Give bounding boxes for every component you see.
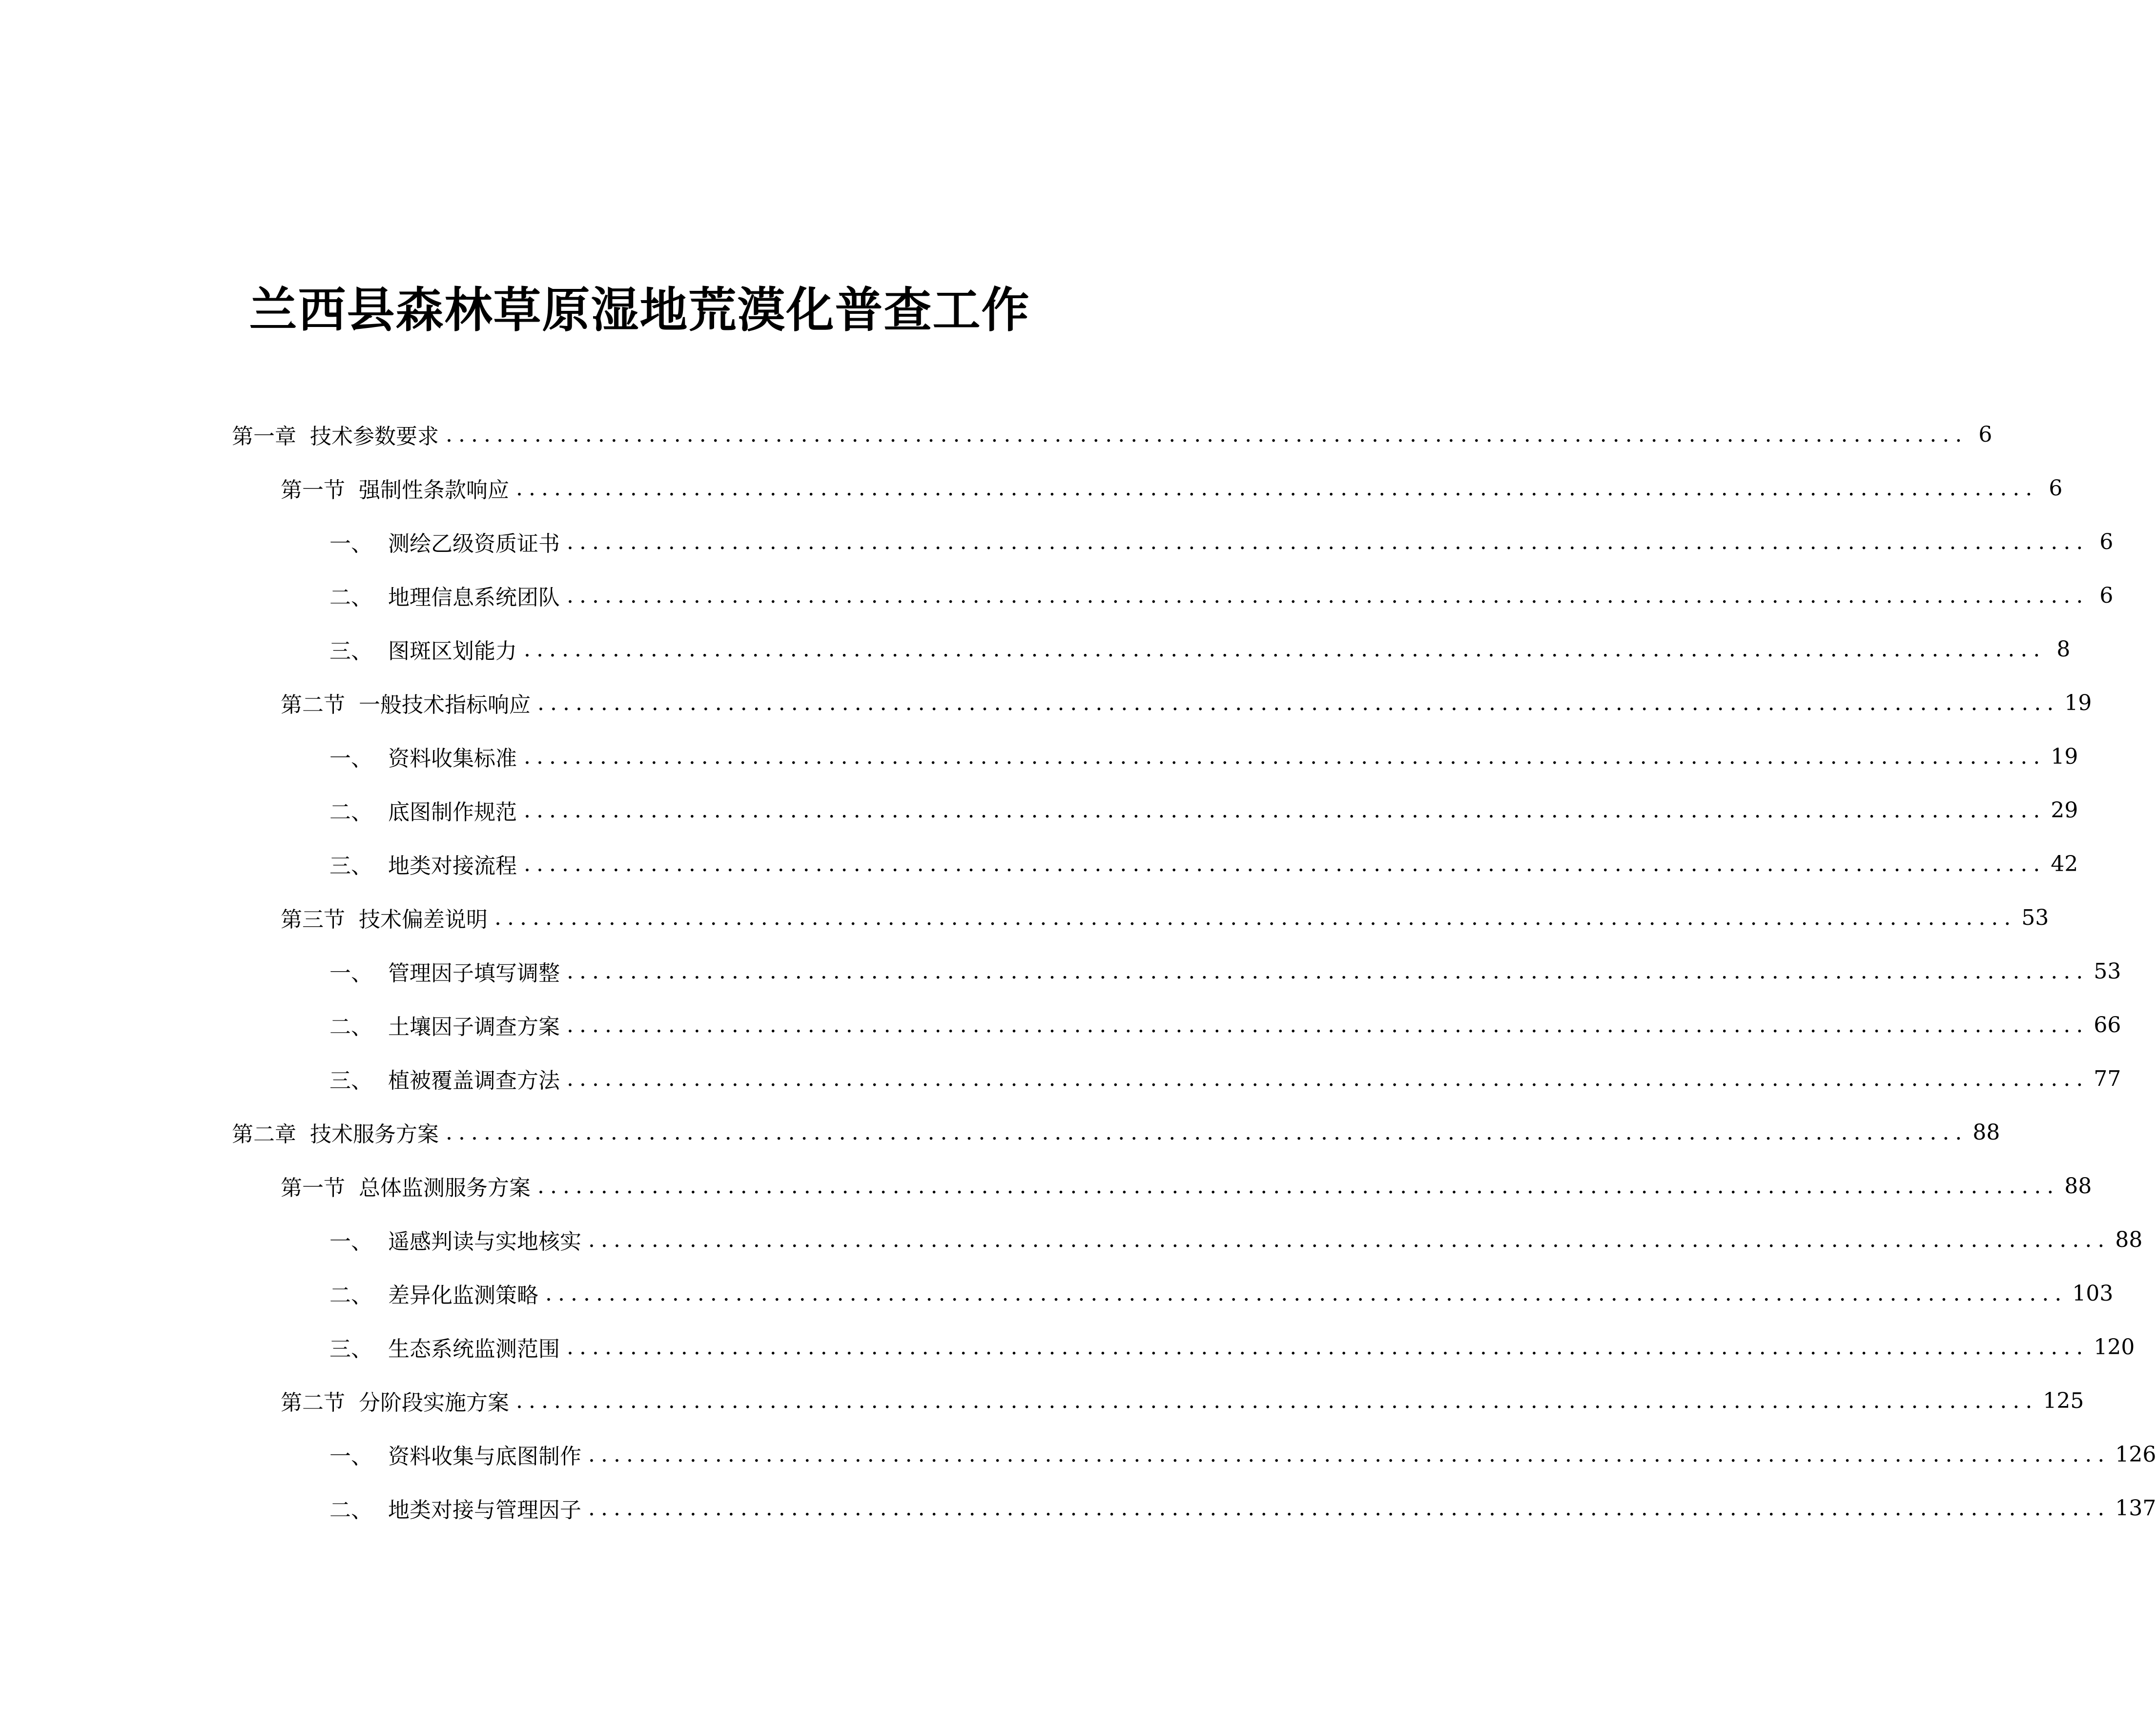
toc-entry-subsection[interactable] xyxy=(329,1059,2121,1098)
toc-entry-label: 管理因子填写调整 xyxy=(388,961,560,986)
dot-leader: ........................................................................................................................ xyxy=(588,1442,2111,1467)
toc-entry-subsection[interactable] xyxy=(329,844,2078,883)
toc-entry-section[interactable] xyxy=(281,683,2092,722)
toc-entry-subsection[interactable] xyxy=(329,1274,2114,1313)
toc-entry-number: 第二节 xyxy=(281,693,345,717)
toc-entry-label: 技术参数要求 xyxy=(310,424,439,449)
dot-leader: ........................................................................................................................ xyxy=(524,851,2046,876)
toc-entry-section[interactable] xyxy=(281,1166,2092,1205)
toc-entry-section[interactable] xyxy=(281,469,2063,508)
toc-entry-number: 第二节 xyxy=(281,1390,345,1415)
toc-entry-number: 二、 xyxy=(329,585,372,610)
page-title: 兰西县森林草原湿地荒漠化普查工作 xyxy=(249,282,1030,338)
toc-entry-page: 66 xyxy=(2094,1012,2121,1038)
toc-entry-page: 42 xyxy=(2051,851,2078,876)
toc-entry-label: 图斑区划能力 xyxy=(388,639,517,664)
toc-entry-page: 126 xyxy=(2115,1442,2156,1467)
dot-leader: ........................................................................................................................ xyxy=(537,1173,2060,1199)
toc-entry-page: 6 xyxy=(2099,529,2114,554)
dot-leader: ........................................................................................................................ xyxy=(516,1388,2038,1413)
toc-entry-label: 地类对接流程 xyxy=(388,854,517,878)
toc-entry-chapter[interactable] xyxy=(232,1113,2000,1152)
toc-entry-page: 120 xyxy=(2094,1334,2135,1360)
toc-entry-page: 103 xyxy=(2072,1281,2114,1306)
toc-entry-label: 测绘乙级资质证书 xyxy=(388,531,560,556)
toc-entry-number: 一、 xyxy=(329,531,372,556)
toc-entry-page: 77 xyxy=(2094,1066,2121,1091)
dot-leader: ........................................................................................................................ xyxy=(446,422,1968,447)
toc-entry-page: 137 xyxy=(2115,1495,2156,1521)
toc-entry-subsection[interactable] xyxy=(329,952,2121,991)
toc-entry-number: 二、 xyxy=(329,1015,372,1039)
toc-entry-page: 29 xyxy=(2051,797,2078,823)
dot-leader: ........................................................................................................................ xyxy=(516,475,2038,501)
dot-leader: ........................................................................................................................ xyxy=(567,583,2089,608)
toc-entry-label: 生态系统监测范围 xyxy=(388,1337,560,1362)
dot-leader: ........................................................................................................................ xyxy=(524,744,2046,769)
toc-entry-label: 强制性条款响应 xyxy=(359,478,509,503)
dot-leader: ........................................................................................................................ xyxy=(537,690,2060,715)
toc-entry-label: 资料收集与底图制作 xyxy=(388,1444,581,1469)
toc-entry-subsection[interactable] xyxy=(329,576,2114,615)
dot-leader: ........................................................................................................................ xyxy=(567,529,2089,554)
dot-leader: ........................................................................................................................ xyxy=(446,1120,1968,1145)
toc-entry-page: 53 xyxy=(2021,905,2049,930)
toc-entry-label: 差异化监测策略 xyxy=(388,1283,538,1308)
dot-leader: ........................................................................................................................ xyxy=(494,905,2017,930)
toc-entry-label: 遥感判读与实地核实 xyxy=(388,1229,581,1254)
toc-entry-label: 总体监测服务方案 xyxy=(359,1176,531,1201)
toc-entry-page: 19 xyxy=(2064,690,2092,715)
toc-entry-label: 一般技术指标响应 xyxy=(359,693,531,717)
dot-leader: ........................................................................................................................ xyxy=(524,636,2046,662)
toc-entry-page: 8 xyxy=(2056,636,2071,662)
toc-entry-subsection[interactable] xyxy=(329,1488,2156,1528)
toc-entry-subsection[interactable] xyxy=(329,1220,2143,1259)
toc-entry-subsection[interactable] xyxy=(329,737,2078,776)
toc-entry-subsection[interactable] xyxy=(329,1005,2121,1044)
toc-entry-page: 88 xyxy=(2064,1173,2092,1199)
toc-entry-label: 底图制作规范 xyxy=(388,800,517,825)
toc-entry-page: 125 xyxy=(2043,1388,2084,1413)
toc-entry-number: 一、 xyxy=(329,1229,372,1254)
toc-entry-number: 第三节 xyxy=(281,907,345,932)
toc-entry-page: 6 xyxy=(2099,583,2114,608)
dot-leader: ........................................................................................................................ xyxy=(567,1066,2089,1091)
toc-entry-subsection[interactable] xyxy=(329,791,2078,830)
toc-entry-page: 88 xyxy=(2115,1227,2143,1252)
dot-leader: ........................................................................................................................ xyxy=(588,1227,2111,1252)
toc-entry-subsection[interactable] xyxy=(329,1435,2156,1474)
toc-entry-page: 19 xyxy=(2051,744,2078,769)
toc-entry-label: 土壤因子调查方案 xyxy=(388,1015,560,1039)
toc-entry-number: 第二章 xyxy=(232,1122,296,1147)
dot-leader: ........................................................................................................................ xyxy=(567,1012,2089,1038)
toc-entry-subsection[interactable] xyxy=(329,630,2071,669)
toc-entry-chapter[interactable] xyxy=(232,415,1992,454)
toc-entry-number: 第一节 xyxy=(281,478,345,503)
toc-entry-label: 技术偏差说明 xyxy=(359,907,488,932)
toc-entry-label: 地理信息系统团队 xyxy=(388,585,560,610)
toc-entry-number: 第一节 xyxy=(281,1176,345,1201)
toc-entry-number: 三、 xyxy=(329,639,372,664)
dot-leader: ........................................................................................................................ xyxy=(588,1495,2111,1521)
dot-leader: ........................................................................................................................ xyxy=(567,1334,2089,1360)
dot-leader: ........................................................................................................................ xyxy=(524,797,2046,823)
toc-entry-number: 二、 xyxy=(329,1283,372,1308)
toc-entry-label: 分阶段实施方案 xyxy=(359,1390,509,1415)
dot-leader: ........................................................................................................................ xyxy=(545,1281,2068,1306)
toc-entry-number: 三、 xyxy=(329,854,372,878)
toc-entry-number: 二、 xyxy=(329,1498,372,1523)
toc-entry-label: 资料收集标准 xyxy=(388,746,517,771)
toc-entry-number: 二、 xyxy=(329,800,372,825)
toc-entry-number: 一、 xyxy=(329,1444,372,1469)
toc-entry-section[interactable] xyxy=(281,898,2049,937)
toc-entry-subsection[interactable] xyxy=(329,1327,2135,1366)
toc-entry-number: 一、 xyxy=(329,961,372,986)
toc-entry-subsection[interactable] xyxy=(329,522,2114,561)
toc-entry-label: 地类对接与管理因子 xyxy=(388,1498,581,1523)
toc-entry-number: 第一章 xyxy=(232,424,296,449)
toc-entry-page: 6 xyxy=(2049,475,2063,501)
toc-entry-section[interactable] xyxy=(281,1381,2084,1420)
toc-entry-page: 88 xyxy=(1972,1120,2000,1145)
dot-leader: ........................................................................................................................ xyxy=(567,958,2089,984)
toc-entry-number: 三、 xyxy=(329,1068,372,1093)
toc-entry-number: 三、 xyxy=(329,1337,372,1362)
toc-entry-number: 一、 xyxy=(329,746,372,771)
toc-entry-label: 植被覆盖调查方法 xyxy=(388,1068,560,1093)
toc-entry-page: 53 xyxy=(2094,958,2121,984)
toc-entry-label: 技术服务方案 xyxy=(310,1122,439,1147)
toc-entry-page: 6 xyxy=(1978,422,1992,447)
